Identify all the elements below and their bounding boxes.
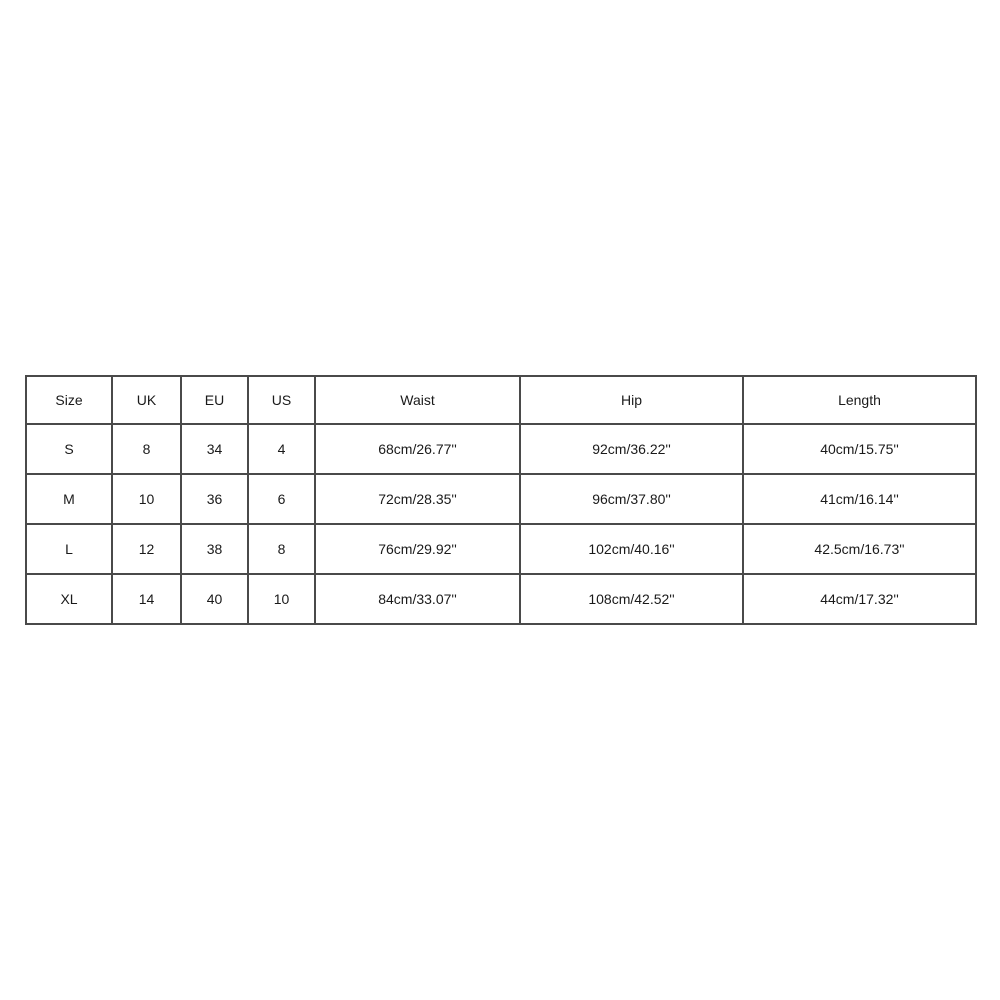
cell-uk: 12: [112, 524, 181, 574]
cell-waist: 76cm/29.92'': [315, 524, 520, 574]
size-chart-table: [25, 375, 977, 625]
table-header-row: [26, 376, 976, 424]
cell-length: 44cm/17.32'': [743, 574, 976, 624]
table-row: [26, 524, 976, 574]
column-header-eu: EU: [181, 376, 248, 424]
column-header-waist: Waist: [315, 376, 520, 424]
cell-length: 41cm/16.14'': [743, 474, 976, 524]
cell-hip: 96cm/37.80'': [520, 474, 743, 524]
cell-uk: 10: [112, 474, 181, 524]
cell-length: 42.5cm/16.73'': [743, 524, 976, 574]
cell-waist: 72cm/28.35'': [315, 474, 520, 524]
cell-size: S: [26, 424, 112, 474]
cell-hip: 108cm/42.52'': [520, 574, 743, 624]
cell-us: 6: [248, 474, 315, 524]
cell-uk: 14: [112, 574, 181, 624]
cell-us: 8: [248, 524, 315, 574]
cell-uk: 8: [112, 424, 181, 474]
cell-size: XL: [26, 574, 112, 624]
cell-us: 10: [248, 574, 315, 624]
cell-eu: 34: [181, 424, 248, 474]
cell-length: 40cm/15.75'': [743, 424, 976, 474]
column-header-hip: Hip: [520, 376, 743, 424]
column-header-uk: UK: [112, 376, 181, 424]
cell-us: 4: [248, 424, 315, 474]
table-row: [26, 474, 976, 524]
column-header-length: Length: [743, 376, 976, 424]
cell-eu: 40: [181, 574, 248, 624]
column-header-size: Size: [26, 376, 112, 424]
table-row: [26, 424, 976, 474]
cell-hip: 102cm/40.16'': [520, 524, 743, 574]
table-row: [26, 574, 976, 624]
cell-eu: 36: [181, 474, 248, 524]
cell-size: L: [26, 524, 112, 574]
cell-waist: 68cm/26.77'': [315, 424, 520, 474]
cell-eu: 38: [181, 524, 248, 574]
cell-waist: 84cm/33.07'': [315, 574, 520, 624]
cell-size: M: [26, 474, 112, 524]
column-header-us: US: [248, 376, 315, 424]
cell-hip: 92cm/36.22'': [520, 424, 743, 474]
